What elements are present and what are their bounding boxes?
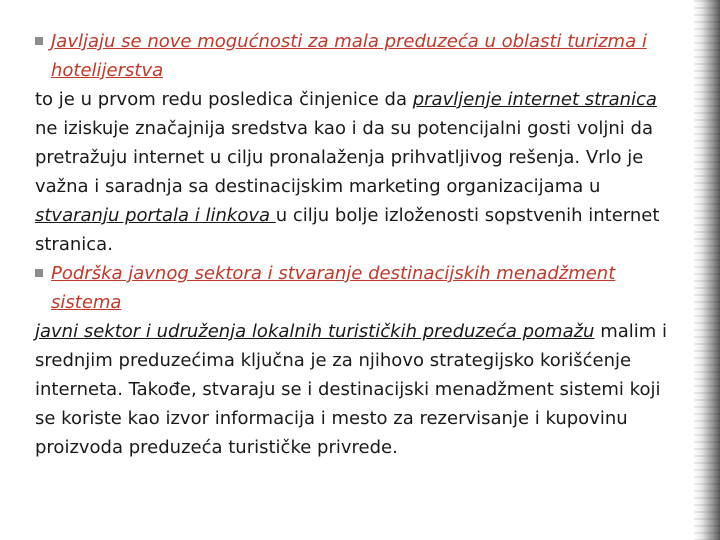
- bullet-body: [35, 317, 675, 462]
- bullet-heading: Javljaju se nove mogućnosti za mala preduzeća u oblasti turizma i hotelijerstva: [51, 31, 647, 81]
- slide-content: [35, 27, 675, 462]
- page-edge-decoration: [694, 0, 720, 540]
- bullet-point: [35, 27, 675, 85]
- body-text: malim i srednjim preduzećima ključna je za njihovo strategijsko korišćenje interneta. Takođe, stvaraju se i destinacijski menadžment sistemi koji se koriste kao izvor informacija i mesto za rezervisanje i kupovinu proizvoda preduzeća turističke privrede.: [35, 321, 668, 458]
- body-text: to je u prvom redu posledica činjenice da: [35, 89, 413, 110]
- body-text: u cilju bolje izloženosti sopstvenih internet stranica.: [35, 205, 660, 255]
- bullet-point: [35, 259, 675, 317]
- underlined-phrase: pravljenje internet stranica: [412, 89, 657, 110]
- square-bullet-icon: [35, 269, 43, 277]
- bullet-body: [35, 85, 675, 259]
- body-text: ne iziskuje značajnija sredstva kao i da su potencijalni gosti voljni da pretražuju internet u cilju pronalaženja prihvatljivog rešenja. Vrlo je važna i saradnja sa destinacijskim marketing organizacijama u: [35, 118, 653, 197]
- bullet-heading: Podrška javnog sektora i stvaranje destinacijskih menadžment sistema: [51, 263, 616, 313]
- square-bullet-icon: [35, 37, 43, 45]
- underlined-phrase: javni sektor i udruženja lokalnih turističkih preduzeća pomažu: [35, 321, 595, 342]
- underlined-phrase: stvaranju portala i linkova: [35, 205, 276, 226]
